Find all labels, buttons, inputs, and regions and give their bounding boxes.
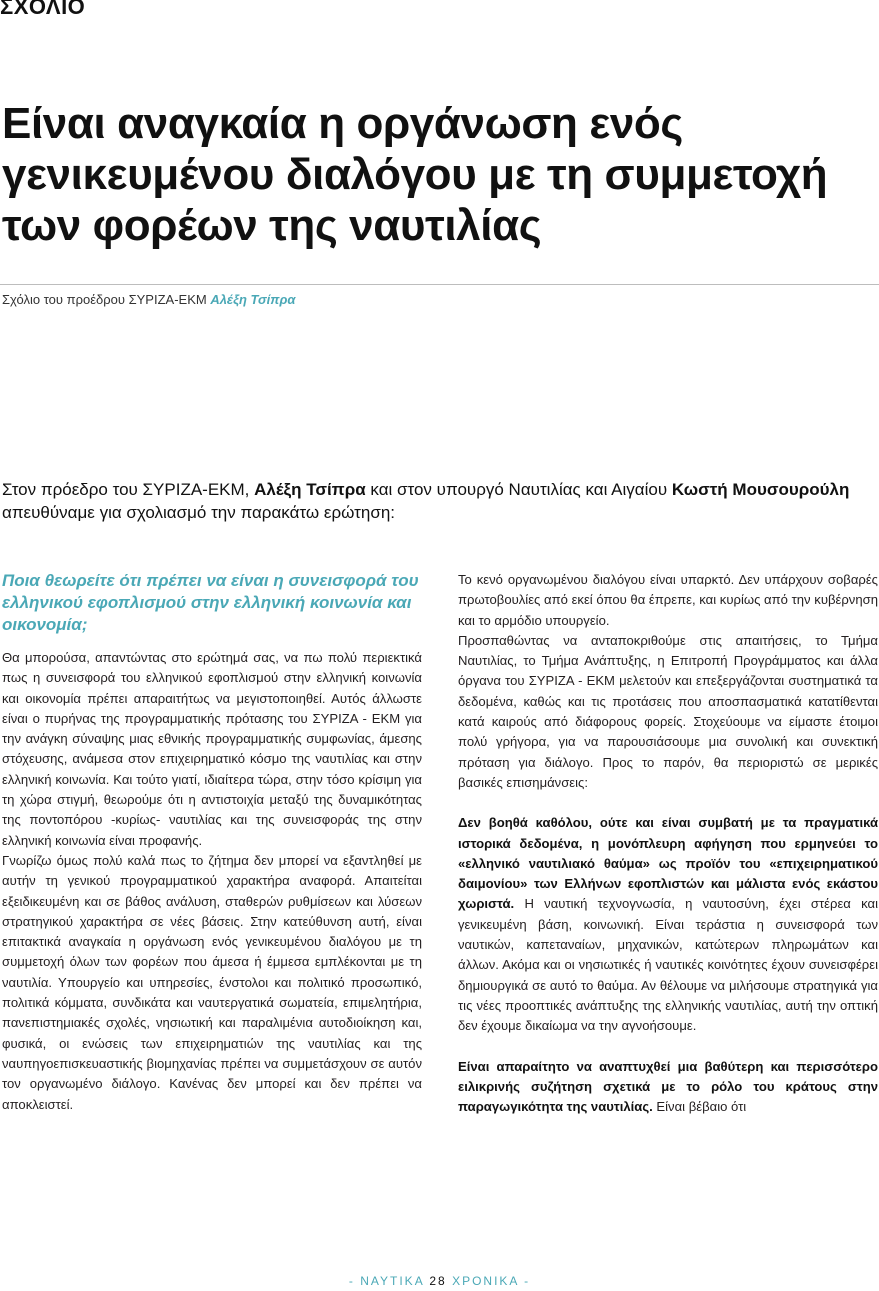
question-heading: Ποια θεωρείτε ότι πρέπει να είναι η συνεισφορά του ελληνικού εφοπλισμού στην ελληνική κοινωνία και οικονομία;	[2, 571, 419, 634]
byline-author: Αλέξη Τσίπρα	[210, 292, 296, 307]
right-paragraph-4-lead: Είναι απαραίτητο να αναπτυχθεί μια βαθύτερη και περισσότερο ειλικρινής συζήτηση σχετικά με το ρόλο του κράτους στην παραγωγικότητα της ναυτιλίας.	[458, 1058, 878, 1115]
footer-right: ΧΡΟΝΙΚΑ -	[446, 1274, 531, 1288]
right-paragraph-4-body: Είναι βέβαιο ότι	[652, 1099, 747, 1115]
page-title: Είναι αναγκαία η οργάνωση ενός γενικευμένου διαλόγου με τη συμμετοχή των φορέων της ναυτιλίας	[2, 99, 828, 250]
intro-name-2: Κωστή Μουσουρούλη	[671, 480, 850, 499]
intro-text-2: και στον υπουργό Ναυτιλίας και Αιγαίου	[365, 480, 672, 499]
section-label: ΣΧΟΛΙΟ	[0, 0, 86, 19]
right-paragraph-3	[458, 813, 878, 1036]
divider	[0, 284, 879, 285]
right-paragraph-3-body: Η ναυτική τεχνογνωσία, η ναυτοσύνη, έχει στέρεα και γενικευμένη βάση, κοινωνική. Είναι τεράστια η συνεισφορά των ναυτικών, καπεταναίων, μηχανικών, κατώτερων πληρωμάτων και άλλων. Ακόμα και οι νησιωτικές ή ναυτικές κοινότητες έχουν συνεισφέρει δημιουργικά σε αυτό το θαύμα. Αν θέλουμε να μιλήσουμε στρατηγικά για τις νέες προοπτικές ανάπτυξης της ελληνικής ναυτιλίας, αυτή την οπτική δεν έχουμε δικαίωμα να την αγνοήσουμε.	[458, 896, 878, 1034]
intro-text-3: απευθύναμε για σχολιασμό την παρακάτω ερώτηση:	[2, 503, 396, 522]
byline-prefix: Σχόλιο του προέδρου ΣΥΡΙΖΑ-ΕΚΜ	[2, 292, 211, 307]
right-paragraph-3-lead: Δεν βοηθά καθόλου, ούτε και είναι συμβατή με τα πραγματικά ιστορικά δεδομένα, η μονόπλευρη αφήγηση που ερμηνεύει το «ελληνικό ναυτιλιακό θαύμα» ως προϊόν του «επιχειρηματικού δαιμονίου» των Ελλήνων εφοπλιστών και μάλιστα ενός εκάστου χωριστά.	[458, 815, 878, 912]
page-number: 28	[429, 1274, 447, 1288]
intro-text-1: Στον πρόεδρο του ΣΥΡΙΖΑ-ΕΚΜ,	[2, 480, 255, 499]
left-paragraph-1: Θα μπορούσα, απαντώντας στο ερώτημά σας, να πω πολύ περιεκτικά πως η συνεισφορά του ελληνικού εφοπλισμού στην ελληνική κοινωνία και οικονομία πρέπει απαραιτήτως να μεγιστοποιηθεί. Αυτός άλλωστε είναι ο πυρήνας της προγραμματικής πρότασης του ΣΥΡΙΖΑ - ΕΚΜ για την ανάγκη σύναψης μιας εθνικής προγραμματικής συμφωνίας, άμεσης στόχευσης, ανάμεσα στον επιχειρηματικό κόσμο της ναυτιλίας και στην ελληνική κοινωνία. Και τούτο γιατί, ιδιαίτερα τώρα, στην τόσο κρίσιμη για τη χώρα στιγμή, θεωρούμε ότι η αντιστοιχία μεταξύ της δυναμικότητας της ποντοπόρου -κυρίως- ναυτιλίας και της συνεισφοράς της στην ελληνική κοινωνία είναι προφανής.	[2, 650, 422, 848]
intro-name-1: Αλέξη Τσίπρα	[254, 480, 366, 499]
page-footer	[0, 1274, 879, 1288]
right-paragraph-4	[458, 1057, 878, 1118]
right-paragraph-1: Το κενό οργανωμένου διαλόγου είναι υπαρκτό. Δεν υπάρχουν σοβαρές πρωτοβουλίες από εκεί όπου θα έπρεπε, και κυρίως από την κυβέρνηση και το αρμόδιο υπουργείο.	[458, 572, 878, 628]
left-column	[2, 570, 422, 1115]
intro-paragraph	[2, 478, 872, 524]
right-paragraph-2: Προσπαθώντας να ανταποκριθούμε στις απαιτήσεις, το Τμήμα Ναυτιλίας, το Τμήμα Ανάπτυξης, η Επιτροπή Προγράμματος και άλλα όργανα του ΣΥΡΙΖΑ - ΕΚΜ μελετούν και επεξεργάζονται συστηματικά τα δεδομένα, καθώς και τις προτάσεις που αποσπασματικά κατατίθενται κατά καιρούς από διάφορους φορείς. Στοχεύουμε να είμαστε έτοιμοι πολύ γρήγορα, για να παρουσιάσουμε μια συνολική και συνεκτική πρόταση για διάλογο. Προς το παρόν, θα περιοριστώ σε μερικές βασικές επισημάνσεις:	[458, 632, 878, 790]
byline	[2, 292, 295, 307]
right-column	[458, 570, 878, 1117]
footer-left: - ΝΑΥΤΙΚΑ	[348, 1274, 430, 1288]
left-paragraph-2: Γνωρίζω όμως πολύ καλά πως το ζήτημα δεν μπορεί να εξαντληθεί με αυτήν τη γενικού προγραμματικού χαρακτήρα αναφορά. Απαιτείται εξειδικευμένη και σε βάθος ανάλυση, σταθερών ρυθμίσεων και λύσεων στρατηγικού χαρακτήρα σε νέες βάσεις. Στην κατεύθυνση αυτή, είναι επιτακτικά αναγκαία η οργάνωση ενός γενικευμένου διαλόγου με τη συμμετοχή όλων των φορέων που άμεσα ή έμμεσα εμπλέκονται με τη ναυτιλία. Υπουργείο και υπηρεσίες, ένστολοι και πολιτικό προσωπικό, πολιτικά κόμματα, συνδικάτα και ναυτεργατικά σωματεία, επιμελητήρια, πανεπιστημιακές σχολές, νησιωτική και παραλιμένια αυτοδιοίκηση και, φυσικά, οι ενώσεις των επιχειρηματιών της ναυτιλίας και της ναυπηγοεπισκευαστικής βιομηχανίας πρέπει να συμμετάσχουν σε αυτόν τον οργανωμένο διάλογο. Κανένας δεν μπορεί και δεν πρέπει να αποκλειστεί.	[2, 852, 422, 1112]
